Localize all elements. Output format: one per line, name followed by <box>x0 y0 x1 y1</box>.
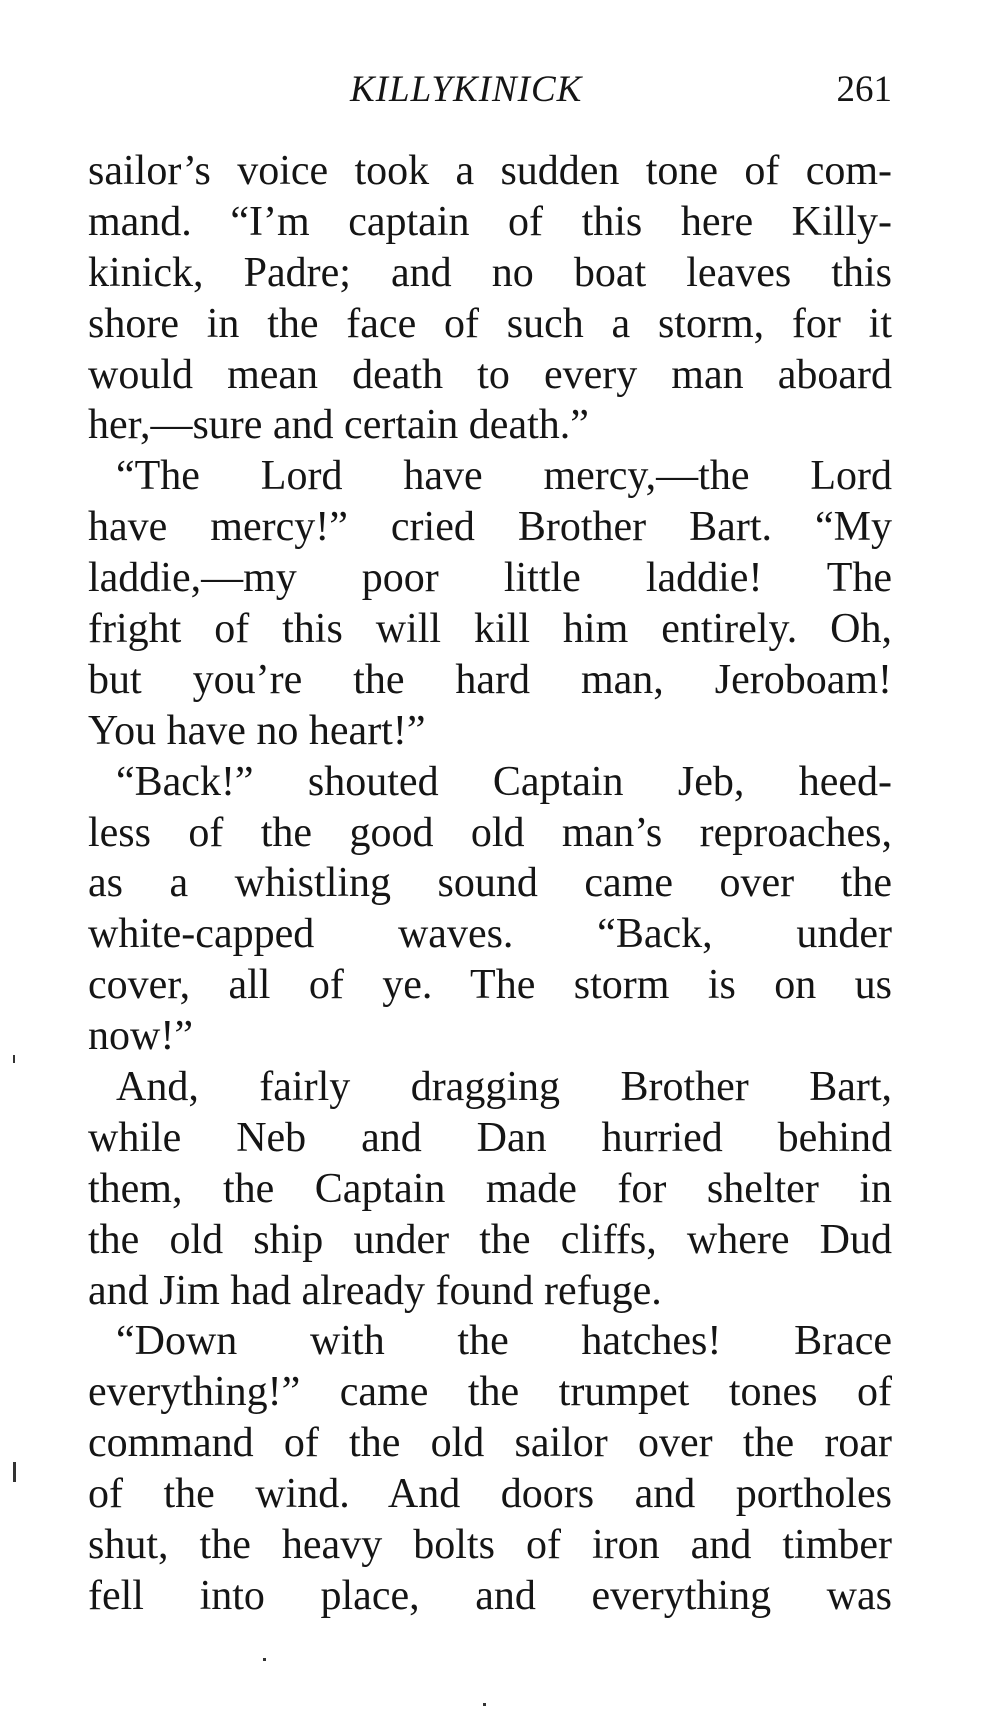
text-line: and Jim had already found refuge. <box>88 1267 662 1314</box>
text-line: “The Lord have mercy,—the Lord <box>116 453 892 500</box>
text-line: less of the good old man’s reproaches, <box>88 809 892 856</box>
text-line: white-capped waves. “Back, under <box>88 911 892 958</box>
text-line: sailor’s voice took a sudden tone of com- <box>88 148 892 194</box>
text-line: You have no heart!” <box>88 707 426 754</box>
text-line: mand. “I’m captain of this here Killy- <box>88 198 892 245</box>
text-line: kinick, Padre; and no boat leaves this <box>88 249 892 296</box>
text-line: would mean death to every man aboard <box>88 351 892 398</box>
body-text <box>88 146 892 1622</box>
text-line: have mercy!” cried Brother Bart. “My <box>88 504 892 551</box>
text-line: her,—sure and certain death.” <box>88 402 589 449</box>
text-line: them, the Captain made for shelter in <box>88 1165 892 1212</box>
text-line: now!” <box>88 1013 193 1060</box>
text-line: cover, all of ye. The storm is on us <box>88 962 892 1009</box>
text-line: fell into place, and everything was <box>88 1572 892 1619</box>
page-number: 261 <box>836 69 892 110</box>
text-line: “Down with the hatches! Brace <box>116 1318 892 1365</box>
margin-speck <box>13 1055 15 1063</box>
text-line: shore in the face of such a storm, for it <box>88 300 892 347</box>
text-line: fright of this will kill him entirely. Oh, <box>88 606 892 653</box>
text-line: And, fairly dragging Brother Bart, <box>116 1064 892 1111</box>
margin-speck <box>13 1462 16 1482</box>
text-line: while Neb and Dan hurried behind <box>88 1114 892 1161</box>
margin-speck <box>483 1703 486 1706</box>
text-line: command of the old sailor over the roar <box>88 1420 892 1467</box>
margin-speck <box>263 1658 266 1661</box>
text-line: as a whistling sound came over the <box>88 860 892 907</box>
running-title: KILLYKINICK <box>350 69 583 110</box>
page-header <box>88 62 892 118</box>
text-line: laddie,—my poor little laddie! The <box>88 555 892 602</box>
text-line: of the wind. And doors and portholes <box>88 1471 892 1518</box>
text-line: everything!” came the trumpet tones of <box>88 1369 892 1416</box>
text-line: but you’re the hard man, Jeroboam! <box>88 656 892 703</box>
text-line: the old ship under the cliffs, where Dud <box>88 1216 892 1263</box>
text-line: “Back!” shouted Captain Jeb, heed- <box>116 758 892 805</box>
text-line: shut, the heavy bolts of iron and timber <box>88 1522 892 1569</box>
